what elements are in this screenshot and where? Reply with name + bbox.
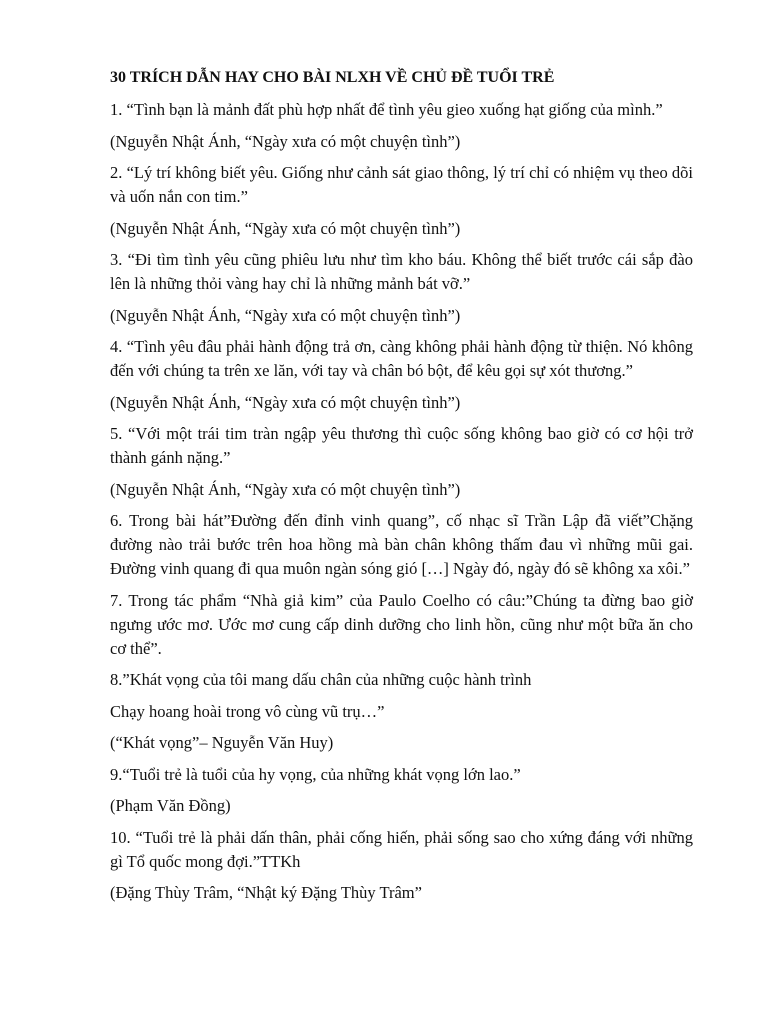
paragraph: 8.”Khát vọng của tôi mang dấu chân của những cuộc hành trình [110, 670, 532, 689]
paragraph: 4. “Tình yêu đâu phải hành động trả ơn, càng không phải hành động từ thiện. Nó không đến với chúng ta trên xe lăn, với tay và chân bó bột, để kêu gọi sự xót thương.” [110, 337, 693, 380]
paragraph: 7. Trong tác phẩm “Nhà giả kim” của Paulo Coelho có câu:”Chúng ta đừng bao giờ ngưng ước mơ. Ước mơ cung cấp dinh dưỡng cho linh hồn, cũng như một bữa ăn cho cơ thể”. [110, 590, 693, 658]
paragraph: 10. “Tuổi trẻ là phải dấn thân, phải cống hiến, phải sống sao cho xứng đáng với những gì Tổ quốc mong đợi.”TTKh [110, 827, 693, 871]
paragraph: 2. “Lý trí không biết yêu. Giống như cảnh sát giao thông, lý trí chỉ có nhiệm vụ theo dõi và uốn nắn con tim.” [110, 163, 693, 206]
paragraph: (Nguyễn Nhật Ánh, “Ngày xưa có một chuyện tình”) [110, 131, 461, 151]
paragraph: 9.“Tuổi trẻ là tuổi của hy vọng, của những khát vọng lớn lao.” [110, 764, 521, 784]
paragraph: (Nguyễn Nhật Ánh, “Ngày xưa có một chuyện tình”) [110, 392, 461, 412]
paragraph: (Nguyễn Nhật Ánh, “Ngày xưa có một chuyện tình”) [110, 218, 461, 238]
paragraph: (Phạm Văn Đồng) [110, 796, 231, 815]
paragraph: 5. “Với một trái tim tràn ngập yêu thương thì cuộc sống không bao giờ có cơ hội trở thành gánh nặng.” [110, 424, 693, 467]
paragraph: (“Khát vọng”– Nguyễn Văn Huy) [110, 733, 334, 752]
paragraph: (Nguyễn Nhật Ánh, “Ngày xưa có một chuyện tình”) [110, 479, 461, 499]
paragraph: 6. Trong bài hát”Đường đến đỉnh vinh quang”, cố nhạc sĩ Trần Lập đã viết”Chặng đường nào trải bước trên hoa hồng mà bàn chân không thấm đau vì những mũi gai. Đường vinh quang đi qua muôn ngàn sóng gió […] Ngày đó, ngày đó sẽ không xa xôi.” [110, 511, 693, 578]
document-title: 30 TRÍCH DẪN HAY CHO BÀI NLXH VỀ CHỦ ĐỀ TUỔI TRẺ [110, 69, 555, 86]
paragraph: (Nguyễn Nhật Ánh, “Ngày xưa có một chuyện tình”) [110, 305, 461, 325]
paragraph: (Đặng Thùy Trâm, “Nhật ký Đặng Thùy Trâm” [110, 883, 422, 902]
paragraph: 3. “Đi tìm tình yêu cũng phiêu lưu như tìm kho báu. Không thể biết trước cái sắp đào lên là những thỏi vàng hay chỉ là những mảnh bát vỡ.” [110, 250, 693, 293]
paragraph: 1. “Tình bạn là mảnh đất phù hợp nhất để tình yêu gieo xuống hạt giống của mình.” [110, 100, 663, 119]
paragraph: Chạy hoang hoài trong vô cùng vũ trụ…” [110, 701, 385, 721]
